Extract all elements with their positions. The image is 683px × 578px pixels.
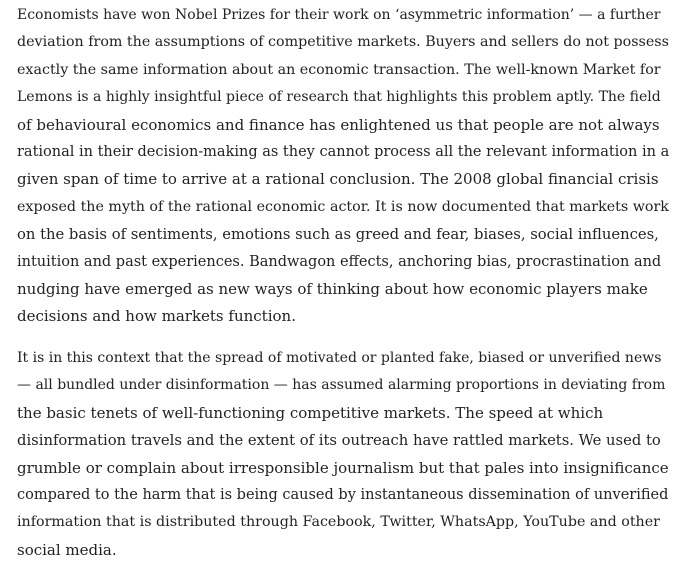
paragraph-line: given span of time to arrive at a rational conclusion. The 2008 global financial crisis (17, 170, 659, 189)
paragraph-line: decisions and how markets function. (17, 307, 296, 326)
paragraph-line: social media. (17, 540, 117, 559)
paragraph-line: of behavioural economics and finance has enlightened us that people are not always (17, 115, 660, 134)
paragraph-line: intuition and past experiences. Bandwagon effects, anchoring bias, procrastination and (17, 253, 662, 270)
paragraph-line: Economists have won Nobel Prizes for their work on ‘asymmetric information’ — a further (17, 7, 661, 23)
paragraph-line: exposed the myth of the rational economic actor. It is now documented that markets work (17, 198, 669, 215)
paragraph-line: compared to the harm that is being caused by instantaneous dissemination of unverified (17, 486, 669, 503)
paragraph-line: the basic tenets of well-functioning competitive markets. The speed at which (17, 403, 604, 422)
paragraph-line: on the basis of sentiments, emotions such as greed and fear, biases, social influences, (17, 226, 659, 244)
paragraph-line: disinformation travels and the extent of its outreach have rattled markets. We used to (17, 432, 661, 450)
paragraph-1 (17, 2, 669, 331)
paragraph-line: Lemons is a highly insightful piece of research that highlights this problem aptly. The field (17, 89, 661, 106)
paragraph-2 (17, 345, 669, 564)
paragraph-line: exactly the same information about an economic transaction. The well-known Market for (17, 61, 661, 78)
paragraph-line: rational in their decision-making as they cannot process all the relevant information in a (17, 144, 670, 161)
article-body (17, 2, 669, 578)
paragraph-line: deviation from the assumptions of competitive markets. Buyers and sellers do not possess (17, 34, 669, 51)
paragraph-line: information that is distributed through Facebook, Twitter, WhatsApp, YouTube and other (17, 514, 660, 531)
paragraph-line: — all bundled under disinformation — has assumed alarming proportions in deviating from (17, 377, 666, 394)
paragraph-line: It is in this context that the spread of motivated or planted fake, biased or unverified news (17, 349, 662, 366)
paragraph-line: grumble or complain about irresponsible journalism but that pales into insignificance (17, 458, 669, 477)
paragraph-line: nudging have emerged as new ways of thinking about how economic players make (17, 280, 648, 299)
